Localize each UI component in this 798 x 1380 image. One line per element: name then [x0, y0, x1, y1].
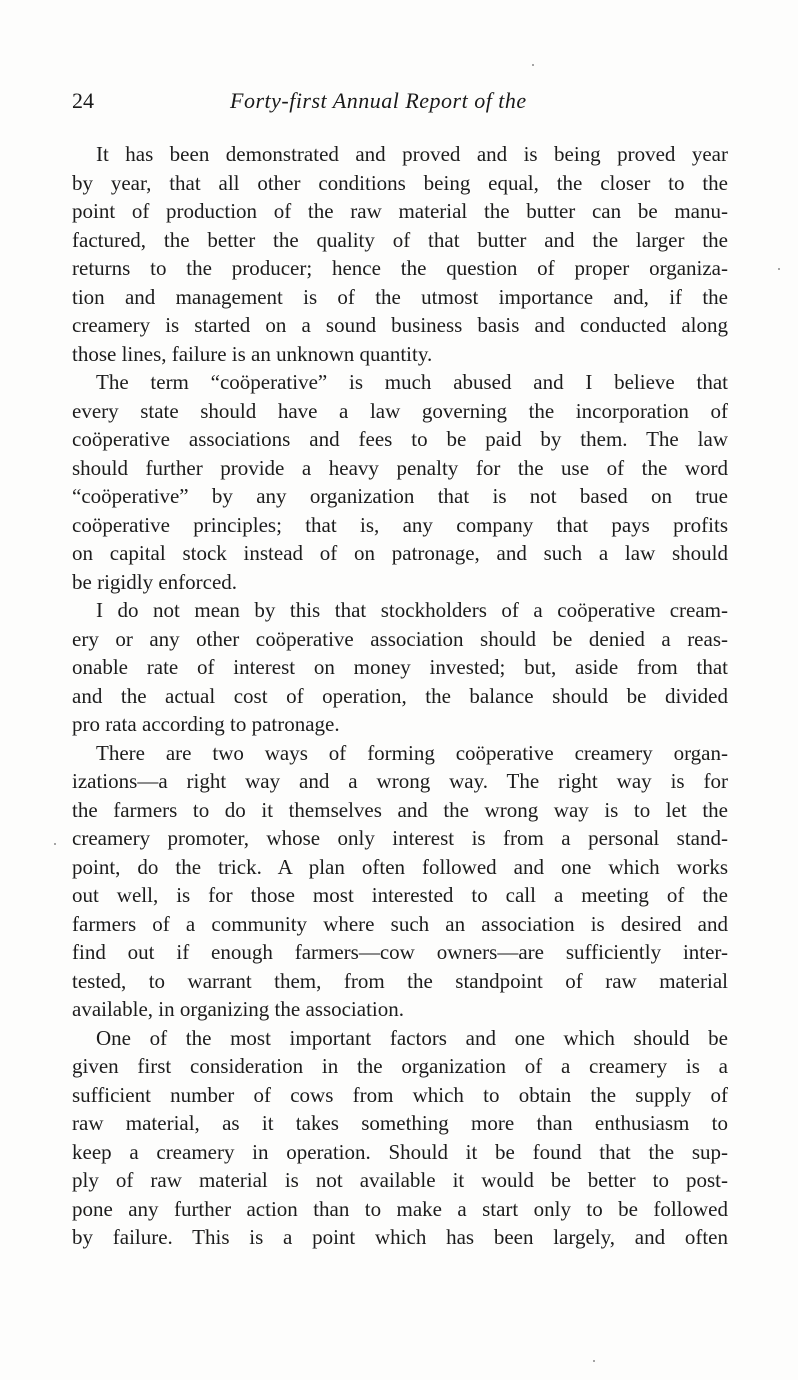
text-line: returns to the producer; hence the question of proper organiza- — [72, 256, 728, 280]
paper-speck — [532, 64, 534, 66]
text-line: factured, the better the quality of that butter and the larger the — [72, 227, 728, 252]
text-line: point, do the trick. A plan often followed and one which works — [72, 854, 728, 879]
text-line: keep a creamery in operation. Should it be found that the sup- — [72, 1139, 728, 1164]
text-line: point of production of the raw material the butter can be manu- — [72, 199, 728, 223]
running-title: Forty-first Annual Report of the — [230, 88, 527, 113]
text-line: creamery promoter, whose only interest is from a personal stand- — [72, 826, 728, 850]
text-line: should further provide a heavy penalty for the use of the word — [72, 455, 728, 480]
text-line: pro rata according to patronage. — [72, 712, 340, 736]
text-line: I do not mean by this that stockholders of a coöperative cream- — [96, 598, 728, 622]
text-line: onable rate of interest on money invested; but, aside from that — [72, 655, 728, 679]
paper-speck — [778, 268, 780, 270]
text-line: coöperative principles; that is, any company that pays profits — [72, 512, 728, 537]
text-line: by year, that all other conditions being equal, the closer to the — [72, 170, 728, 195]
text-line: and the actual cost of operation, the balance should be divided — [72, 683, 728, 708]
text-line: There are two ways of forming coöperative creamery organ- — [96, 740, 728, 765]
page-number: 24 — [72, 88, 94, 113]
paragraph-5 — [72, 1024, 728, 1252]
text-line: ply of raw material is not available it would be better to post- — [72, 1168, 728, 1192]
text-line: by failure. This is a point which has been largely, and often — [72, 1225, 728, 1249]
paper-speck — [593, 1360, 595, 1362]
text-line: farmers of a community where such an association is desired and — [72, 911, 728, 936]
paragraph-2 — [72, 368, 728, 596]
text-line: tion and management is of the utmost importance and, if the — [72, 284, 728, 309]
text-line: creamery is started on a sound business basis and conducted along — [72, 313, 728, 337]
paragraph-4 — [72, 739, 728, 1024]
text-line: sufficient number of cows from which to obtain the supply of — [72, 1082, 728, 1107]
text-line: It has been demonstrated and proved and is being proved year — [96, 142, 728, 166]
text-line: One of the most important factors and one which should be — [96, 1025, 728, 1050]
text-line: given first consideration in the organization of a creamery is a — [72, 1054, 728, 1078]
paper-speck — [54, 843, 56, 845]
text-line: those lines, failure is an unknown quantity. — [72, 341, 433, 366]
text-line: raw material, as it takes something more than enthusiasm to — [72, 1111, 728, 1135]
text-line: pone any further action than to make a start only to be followed — [72, 1196, 728, 1221]
text-line: The term “coöperative” is much abused and I believe that — [96, 370, 728, 394]
text-line: find out if enough farmers—cow owners—are sufficiently inter- — [72, 940, 728, 964]
body-text — [72, 140, 728, 1252]
text-line: izations—a right way and a wrong way. The right way is for — [72, 769, 728, 793]
paragraph-3 — [72, 596, 728, 739]
text-line: out well, is for those most interested to call a meeting of the — [72, 883, 728, 907]
text-line: the farmers to do it themselves and the wrong way is to let the — [72, 797, 728, 822]
text-line: coöperative associations and fees to be paid by them. The law — [72, 427, 728, 451]
running-head — [72, 88, 727, 118]
text-line: available, in organizing the association. — [72, 997, 405, 1021]
text-line: “coöperative” by any organization that is not based on true — [72, 484, 728, 508]
paragraph-1 — [72, 140, 728, 368]
text-line: be rigidly enforced. — [72, 569, 238, 594]
text-line: every state should have a law governing the incorporation of — [72, 398, 728, 423]
text-line: on capital stock instead of on patronage, and such a law should — [72, 541, 728, 565]
text-line: tested, to warrant them, from the standpoint of raw material — [72, 968, 728, 993]
text-line: ery or any other coöperative association should be denied a reas- — [72, 626, 728, 651]
